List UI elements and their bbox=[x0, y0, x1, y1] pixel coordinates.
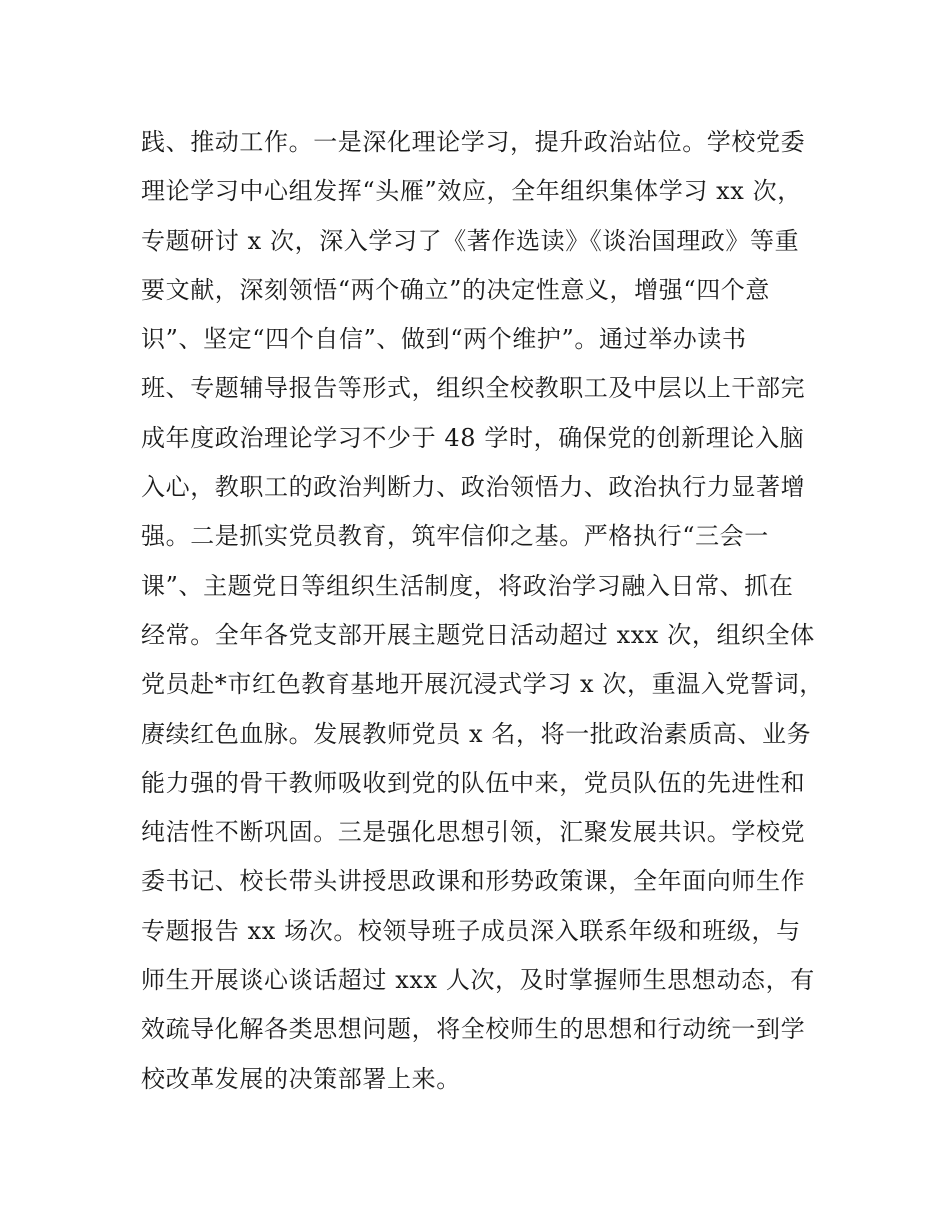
text-line: 经常。全年各党支部开展主题党日活动超过 xxx 次，组织全体 bbox=[141, 620, 815, 649]
body-text bbox=[141, 118, 824, 1104]
text-line: 校改革发展的决策部署上来。 bbox=[141, 1064, 461, 1093]
text-line: 能力强的骨干教师吸收到党的队伍中来，党员队伍的先进性和 bbox=[141, 768, 806, 797]
text-line: 班、专题辅导报告等形式，组织全校教职工及中层以上干部完 bbox=[141, 374, 806, 403]
text-line: 纯洁性不断巩固。三是强化思想引领，汇聚发展共识。学校党 bbox=[141, 818, 806, 847]
text-line: 成年度政治理论学习不少于 48 学时，确保党的创新理论入脑 bbox=[141, 423, 805, 452]
text-line: 识”、坚定“四个自信”、做到“两个维护”。通过举办读书 bbox=[141, 325, 747, 354]
text-line: 效疏导化解各类思想问题，将全校师生的思想和行动统一到学 bbox=[141, 1015, 806, 1044]
text-line: 入心，教职工的政治判断力、政治领悟力、政治执行力显著增 bbox=[141, 473, 806, 502]
text-line: 强。二是抓实党员教育，筑牢信仰之基。严格执行“三会一 bbox=[141, 522, 769, 551]
text-line: 专题研讨 x 次，深入学习了《著作选读》《谈治国理政》等重 bbox=[141, 226, 800, 255]
text-line: 践、推动工作。一是深化理论学习，提升政治站位。学校党委 bbox=[141, 128, 806, 156]
text-line: 要文献，深刻领悟“两个确立”的决定性意义，增强“四个意 bbox=[141, 275, 771, 304]
text-line: 师生开展谈心谈话超过 xxx 人次，及时掌握师生思想动态，有 bbox=[141, 966, 815, 995]
text-line: 委书记、校长带头讲授思政课和形势政策课，全年面向师生作 bbox=[141, 867, 806, 896]
text-line: 理论学习中心组发挥“头雁”效应，全年组织集体学习 xx 次， bbox=[141, 177, 802, 206]
text-line: 党员赴*市红色教育基地开展沉浸式学习 x 次，重温入党誓词， bbox=[141, 670, 824, 699]
text-line: 赓续红色血脉。发展教师党员 x 名，将一批政治素质高、业务 bbox=[141, 719, 812, 748]
text-line: 课”、主题党日等组织生活制度，将政治学习融入日常、抓在 bbox=[141, 571, 794, 600]
text-line: 专题报告 xx 场次。校领导班子成员深入联系年级和班级，与 bbox=[141, 916, 801, 945]
